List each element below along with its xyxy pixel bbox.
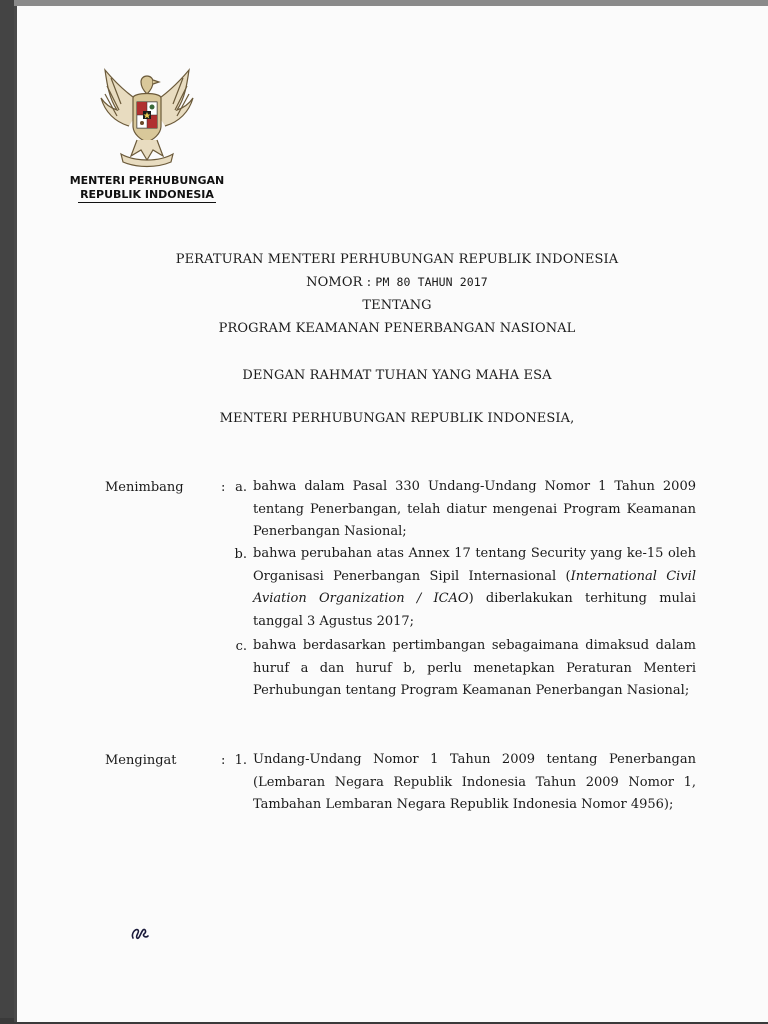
mengingat-colon: : [221, 753, 226, 768]
handwritten-initial-icon [129, 924, 151, 942]
menimbang-item-a: bahwa dalam Pasal 330 Undang-Undang Nomor 1 Tahun 2009 tentang Penerbangan, telah diatur mengenai Program Keamanan Penerbangan Nasional; [253, 479, 696, 540]
regulation-subject: PROGRAM KEAMANAN PENERBANGAN NASIONAL [218, 321, 576, 336]
item-b-italic: International Civil Aviation Organization / ICAO [253, 568, 696, 607]
ministry-line-1: MENTERI PERHUBUNGAN [69, 174, 225, 187]
nomor-value: PM 80 TAHUN 2017 [375, 275, 488, 289]
menimbang-colon: : [221, 480, 226, 495]
menimbang-mark-c: c. [235, 639, 247, 654]
rahmat-line: DENGAN RAHMAT TUHAN YANG MAHA ESA [242, 368, 552, 383]
mengingat-mark-1: 1. [234, 753, 247, 768]
item-b-text-2: ) diberlakukan terhitung mulai tanggal 3 Agustus 2017; [253, 591, 696, 629]
tentang-heading: TENTANG [362, 298, 432, 313]
mengingat-item-1: Undang-Undang Nomor 1 Tahun 2009 tentang Penerbangan (Lembaran Negara Republik Indonesia Tahun 2009 Nomor 1, Tambahan Lembaran Negara Republik Indonesia Nomor 4956); [253, 752, 696, 813]
mengingat-label: Mengingat [105, 753, 177, 768]
scan-border-left [0, 0, 14, 1024]
menimbang-mark-b: b. [234, 547, 247, 562]
nomor-label: NOMOR : [306, 275, 372, 290]
item-b-text-1: bahwa perubahan atas Annex 17 tentang Security yang ke-15 oleh Organisasi Penerbangan Sipil Internasional ( [253, 546, 696, 584]
document-page [14, 6, 768, 1022]
ministry-header [61, 174, 233, 203]
ministry-line-2: REPUBLIK INDONESIA [80, 188, 214, 201]
regulation-number [97, 275, 697, 290]
menimbang-mark-a: a. [235, 480, 247, 495]
regulation-title: PERATURAN MENTERI PERHUBUNGAN REPUBLIK INDONESIA [175, 252, 619, 267]
menteri-line: MENTERI PERHUBUNGAN REPUBLIK INDONESIA, [219, 411, 575, 426]
menimbang-label: Menimbang [105, 480, 184, 495]
menimbang-item-c: bahwa berdasarkan pertimbangan sebagaimana dimaksud dalam huruf a dan huruf b, perlu menetapkan Peraturan Menteri Perhubungan tentang Program Keamanan Penerbangan Nasional; [253, 638, 696, 699]
menimbang-item-b [253, 543, 696, 633]
garuda-emblem-icon [87, 64, 207, 172]
